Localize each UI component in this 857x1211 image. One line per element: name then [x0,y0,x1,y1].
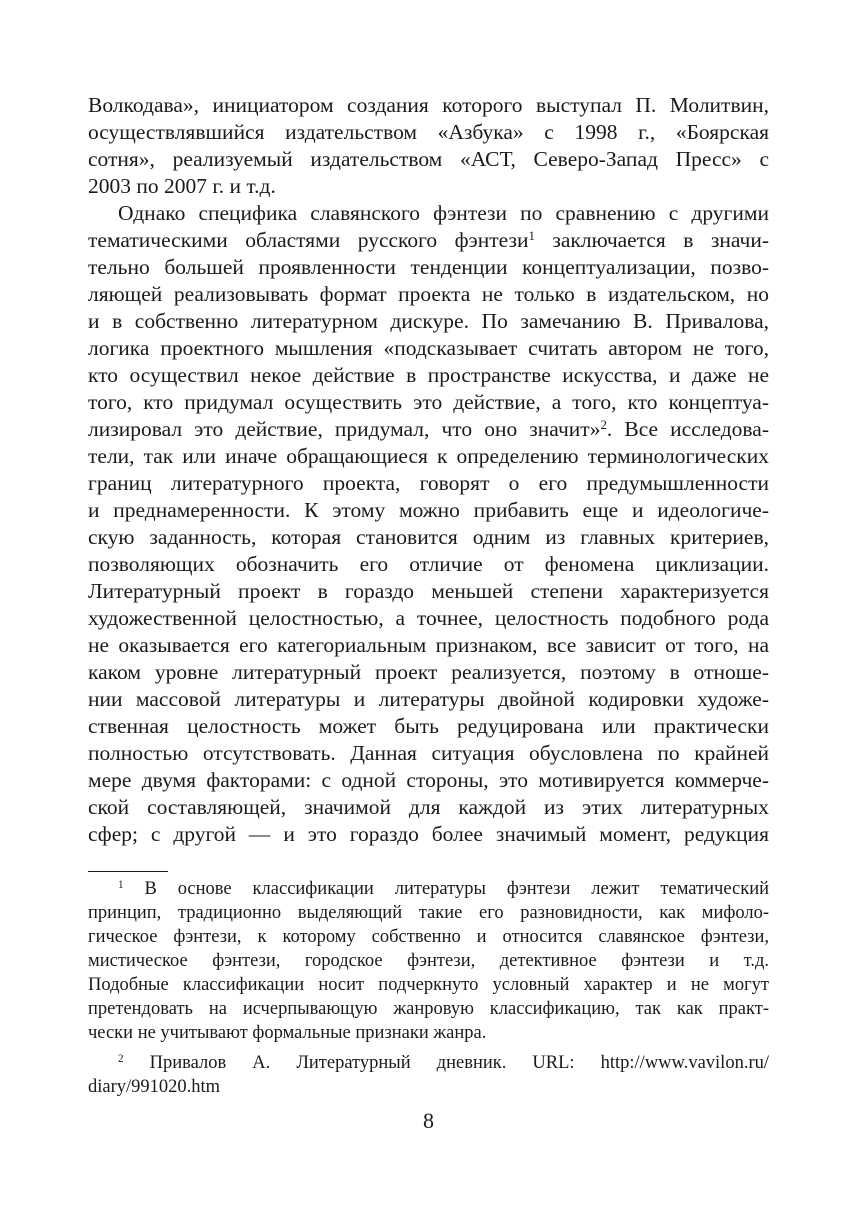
footnote-1-line: претендовать на исчерпывающую жанровую классификацию, так как практ- [88,999,769,1019]
text-line: того, кто придумал осуществить это действие, а того, кто концептуа- [88,390,769,414]
text-fragment: . Все исследова- [606,417,769,441]
footnote-1-marker: 1 [118,878,124,891]
text-line: художественной целостностью, а точнее, целостность подобного рода [88,606,769,630]
text-line: и преднамеренности. К этому можно прибавить еще и идеологиче- [88,498,769,522]
footnote-2-line [88,1051,769,1075]
text-line: не оказывается его категориальным признаком, все зависит от того, на [88,633,769,657]
text-line: границ литературного проекта, говорят о его предумышленности [88,471,769,495]
text-line: тельно большей проявленности тенденции концептуализации, позво- [88,255,769,279]
footnotes [88,877,769,1099]
text-line: осуществлявшийся издательством «Азбука» с 1998 г., «Боярская [88,120,769,144]
text-line: сотня», реализуемый издательством «АСТ, Северо-Запад Пресс» с [88,147,769,171]
footnote-1-line: принцип, традиционно выделяющий такие его разновидности, как мифоло- [88,903,769,923]
footnote-ref-2[interactable]: 2 [600,417,607,432]
text-line: Волкодава», инициатором создания которого выступал П. Молитвин, [88,93,769,117]
text-line: Литературный проект в гораздо меньшей степени характеризуется [88,579,769,603]
footnote-separator [88,871,168,872]
text-line: тели, так или иначе обращающиеся к определению терминологических [88,444,769,468]
footnote-2-link-continuation[interactable]: diary/991020.htm [88,1077,221,1097]
text-line: позволяющих обозначить его отличие от феномена циклизации. [88,552,769,576]
text-fragment: заключается в значи- [534,228,769,252]
footnote-1-line: Подобные классификации носит подчеркнуто условный характер и не могут [88,975,769,995]
text-line [88,227,769,254]
text-line: скую заданность, которая становится одним из главных критериев, [88,525,769,549]
footnote-ref-1[interactable]: 1 [528,228,535,243]
text-line: мере двумя факторами: с одной стороны, это мотивируется коммерче- [88,768,769,792]
text-fragment: тематическими областями русского фэнтези [88,228,529,252]
text-line: 2003 по 2007 г. и т.д. [88,174,276,198]
text-fragment: В основе классификации литературы фэнтези лежит тематический [123,879,769,899]
text-line: кто осуществил некое действие в пространстве искусства, и даже не [88,363,769,387]
footnote-2-text[interactable]: Привалов А. Литературный дневник. URL: http://www.vavilon.ru/ [123,1053,769,1073]
text-line: ляющей реализовывать формат проекта не только в издательском, но [88,282,769,306]
footnote-1-line: гическое фэнтези, к которому собственно и относится славянское фэнтези, [88,927,769,947]
text-line: нии массовой литературы и литературы двойной кодировки художе- [88,687,769,711]
footnote-1-line: чески не учитывают формальные признаки жанра. [88,1023,487,1043]
footnote-1-line: мистическое фэнтези, городское фэнтези, детективное фэнтези и т.д. [88,951,769,971]
text-line [88,416,769,443]
text-line: ской составляющей, значимой для каждой из этих литературных [88,795,769,819]
text-line: полностью отсутствовать. Данная ситуация обусловлена по крайней [88,741,769,765]
main-text [88,92,769,848]
footnote-1-line [88,877,769,901]
text-line: каком уровне литературный проект реализуется, поэтому в отноше- [88,660,769,684]
page-number: 8 [423,1108,434,1133]
text-fragment: лизировал это действие, придумал, что оно значит» [88,417,601,441]
text-line: сфер; с другой — и это гораздо более значимый момент, редукция [88,822,769,846]
text-line: ственная целостность может быть редуцирована или практически [88,714,769,738]
text-line: логика проектного мышления «подсказывает считать автором не того, [88,336,769,360]
text-line: Однако специфика славянского фэнтези по сравнению с другими [118,201,769,225]
text-line: и в собственно литературном дискуре. По замечанию В. Привалова, [88,309,769,333]
footnote-2-marker: 2 [118,1052,124,1065]
